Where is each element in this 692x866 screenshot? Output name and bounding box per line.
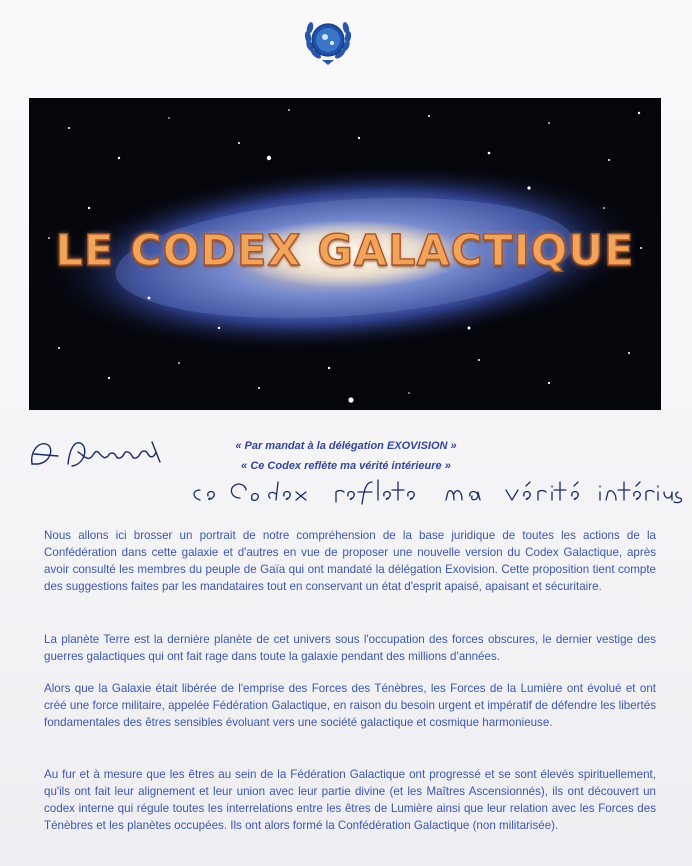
- body-paragraph-3: Alors que la Galaxie était libérée de l'emprise des Forces des Ténèbres, les Forces de la Lumière ont évolué et ont créé une force militaire, appelée Fédération Galactique, en raison du besoin urgent et impératif de défendre les libertés fondamentales des êtres sensibles évoluant vers une société galactique et cosmique harmonieuse.: [44, 682, 656, 729]
- mandate-line-2: « Ce Codex reflète ma vérité intérieure »: [241, 460, 451, 472]
- body-paragraph-2: La planète Terre est la dernière planète de cet univers sous l'occupation des forces obscures, le dernier vestige des guerres galactiques qui ont fait rage dans toute la galaxie pendant des millions d'années.: [44, 633, 656, 663]
- banner-title: LE CODEX GALACTIQUE: [55, 226, 635, 276]
- body-paragraph-1: Nous allons ici brosser un portrait de notre compréhension de la base juridique de toutes les actions de la Confédération dans cette galaxie et d'autres en vue de proposer une nouvelle version du Codex Galactique, après avoir consulté les membres du peuple de Gaïa qui ont mandaté la délégation Exovision. Cette proposition tient compte des suggestions faites par les mandataires tout en conservant un état d'esprit apaisé, apaisant et sécuritaire.: [44, 529, 656, 593]
- handwritten-line: [186, 476, 686, 510]
- body-paragraph-4: Au fur et à mesure que les êtres au sein de la Fédération Galactique ont progressé et se sont élevés spirituellement, qu'ils ont fait leur alignement et leur union avec leur partie divine (et les Maîtres Ascensionnés), ils ont découvert un codex interne qui régule toutes les interrelations entre les êtres de Lumière ainsi que leur relation avec les Forces des Ténèbres et les planètes occupées. Ils ont alors formé la Confédération Galactique (non militarisée).: [44, 768, 656, 832]
- galactic-seal-emblem-icon: [302, 12, 354, 68]
- mandate-line-1: « Par mandat à la délégation EXOVISION »: [235, 440, 457, 452]
- codex-banner: [29, 98, 661, 410]
